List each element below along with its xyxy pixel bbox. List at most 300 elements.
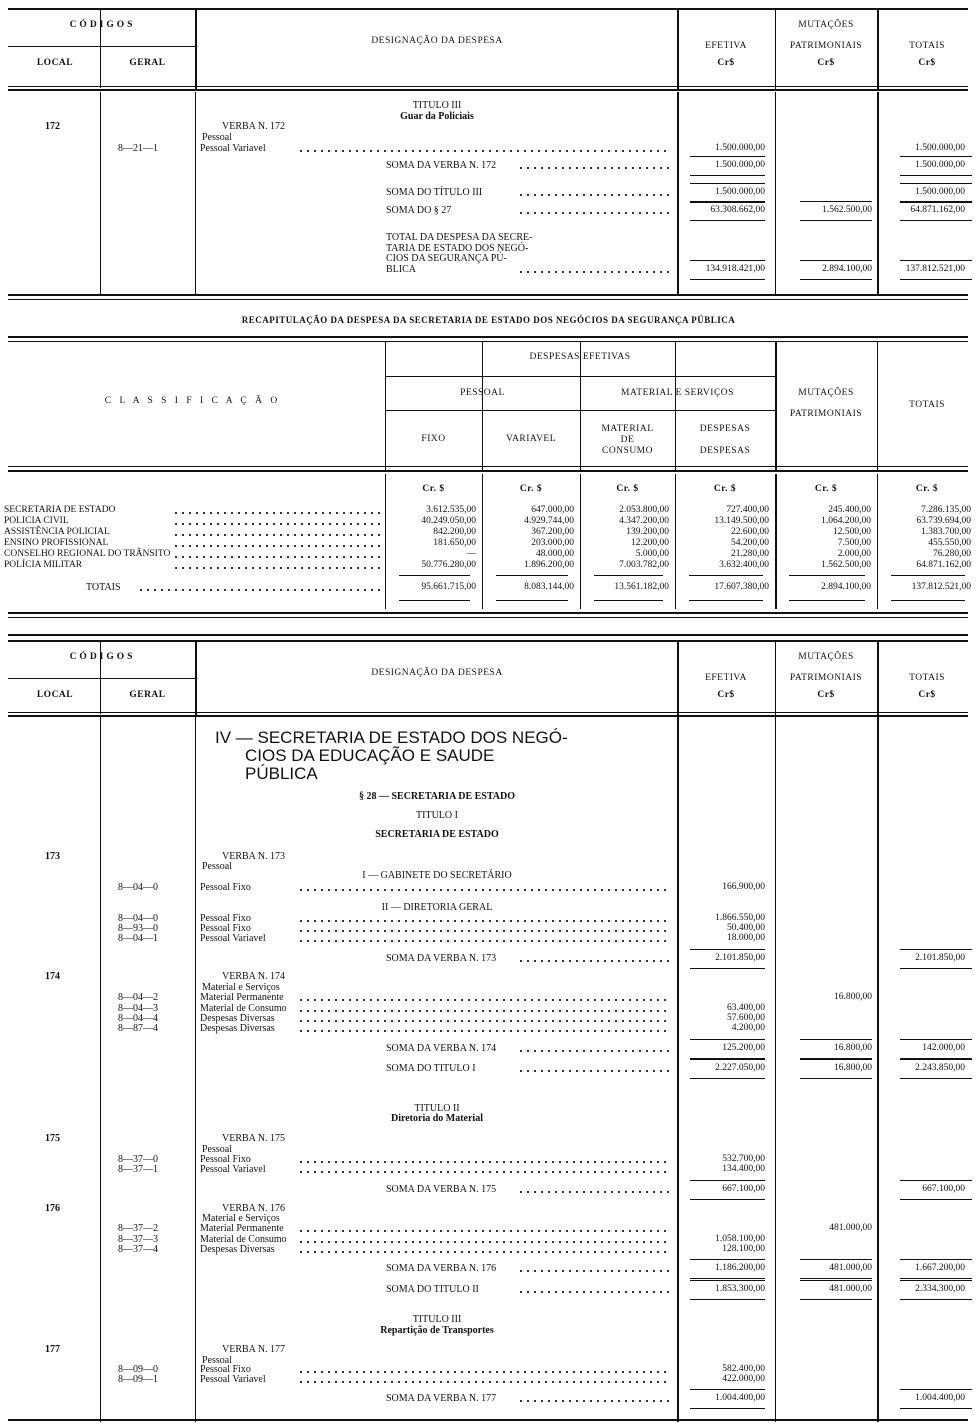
dot-leader — [300, 940, 670, 942]
rule-line — [690, 1278, 765, 1279]
local-code: 173 — [45, 851, 60, 862]
dot-leader — [300, 920, 670, 922]
geral-code: 8—04—1 — [118, 933, 158, 944]
rule-line — [891, 575, 965, 576]
recap-total-value: 2.894.100,00 — [821, 582, 871, 592]
ledger-row — [0, 902, 977, 913]
currency-label: Cr. $ — [713, 484, 737, 494]
ledger-row — [0, 1344, 977, 1355]
totais-value: 667.100,00 — [922, 1184, 965, 1194]
rule-line — [900, 949, 972, 950]
rule-line — [690, 1180, 765, 1181]
row-description: BLICA — [386, 264, 416, 275]
efetiva-header: EFETIVA — [705, 41, 747, 51]
recap-value: 7.003.782,00 — [619, 560, 669, 570]
local-code: 174 — [45, 971, 60, 982]
mutacoes-header: MUTAÇÕES — [798, 652, 854, 662]
rule-line — [8, 715, 968, 717]
dot-leader — [520, 212, 670, 214]
despesas-header-2: DESPESAS — [699, 446, 751, 456]
rule-line — [8, 294, 968, 296]
row-description: TOTAL DA DESPESA DA SECRE- — [386, 232, 533, 243]
geral-header: GERAL — [129, 58, 166, 68]
ledger-row — [0, 1023, 977, 1034]
dot-leader — [175, 512, 380, 514]
efetiva-value: 63.400,00 — [727, 1003, 765, 1013]
recap-total-value: 17.607.380,00 — [714, 582, 769, 592]
recap-row-label: ASSISTÊNCIA POLICIAL — [4, 527, 110, 537]
rule-line — [385, 376, 777, 377]
efetiva-value: 422.000,00 — [722, 1374, 765, 1384]
geral-code: 8—09—0 — [118, 1364, 158, 1375]
totals-label: TOTAIS — [86, 582, 121, 593]
local-header: LOCAL — [36, 58, 74, 68]
recap-value: 76.280,00 — [933, 549, 971, 559]
recap-value: 139.200,00 — [626, 527, 669, 537]
rule-line — [800, 260, 872, 261]
mutacoes-value: 1.562.500,00 — [822, 205, 872, 215]
designacao-header: DESIGNAÇÃO DA DESPESA — [371, 668, 503, 678]
geral-code: 8—04—0 — [118, 913, 158, 924]
row-description: Material de Consumo — [200, 1234, 287, 1245]
rule-line — [8, 617, 968, 618]
row-description: Pessoal — [202, 861, 232, 872]
row-description: TITULO III — [412, 100, 462, 111]
pessoal-header: PESSOAL — [460, 388, 505, 398]
efetiva-value: 2.101.850,00 — [715, 953, 765, 963]
dot-leader — [175, 545, 380, 547]
row-description: II — DIRETORIA GERAL — [381, 902, 493, 913]
row-description: Despesas Diversas — [200, 1244, 275, 1255]
dot-leader — [300, 930, 670, 932]
rule-line — [399, 600, 470, 601]
totais-value: 137.812.521,00 — [905, 264, 965, 274]
efetiva-value: 166.900,00 — [722, 882, 765, 892]
recap-value: 455.550,00 — [928, 538, 971, 548]
row-description: Pessoal — [202, 132, 232, 143]
rule-line — [800, 1280, 872, 1281]
row-description: SECRETARIA DE ESTADO — [375, 829, 499, 840]
ledger-row — [0, 791, 977, 802]
recap-value: 203.000,00 — [531, 538, 574, 548]
rule-line — [8, 336, 968, 338]
totais-value: 1.667.200,00 — [915, 1263, 965, 1273]
totais-value: 1.500.000,00 — [915, 187, 965, 197]
local-code: 176 — [45, 1203, 60, 1214]
efetiva-value: 134.400,00 — [722, 1164, 765, 1174]
ledger-row — [0, 1043, 977, 1054]
rule-line — [496, 600, 568, 601]
rule-line — [900, 201, 972, 202]
row-description: SOMA DA VERBA N. 172 — [386, 160, 497, 171]
dot-leader — [175, 567, 380, 569]
row-description: SOMA DO § 27 — [386, 205, 452, 216]
dot-leader — [300, 1371, 670, 1373]
efetiva-value: 1.500.000,00 — [715, 160, 765, 170]
row-description: Pessoal Fixo — [200, 1154, 251, 1165]
rule-line — [689, 575, 763, 576]
dot-leader — [175, 556, 380, 558]
ledger-row — [0, 882, 977, 893]
ledger-row — [0, 132, 977, 143]
efetiva-currency: Cr$ — [717, 58, 735, 68]
rule-line — [690, 1299, 765, 1300]
recap-value: 64.871.162,00 — [916, 560, 971, 570]
recap-value: 245.400,00 — [828, 505, 871, 515]
local-code: 175 — [45, 1133, 60, 1144]
recap-row-label: SECRETARIA DE ESTADO — [4, 505, 116, 515]
column-divider — [195, 8, 197, 90]
efetiva-value: 63.308.662,00 — [710, 205, 765, 215]
dot-leader — [300, 1161, 670, 1163]
rule-line — [690, 201, 765, 202]
row-description: SOMA DA VERBA N. 173 — [386, 953, 497, 964]
rule-line — [690, 279, 765, 280]
geral-code: 8—37—2 — [118, 1223, 158, 1234]
rule-line — [690, 260, 765, 261]
efetiva-value: 1.500.000,00 — [715, 143, 765, 153]
efetiva-value: 134.918.421,00 — [705, 264, 765, 274]
efetiva-value: 1.866.550,00 — [715, 913, 765, 923]
fixo-header: FIXO — [421, 434, 446, 444]
row-description: CIOS DA SEGURANÇA PÚ- — [386, 253, 507, 264]
rule-line — [900, 1039, 972, 1040]
recap-row — [0, 527, 977, 538]
ledger-row — [0, 1393, 977, 1404]
rule-line — [8, 470, 968, 472]
recap-value: 3.612.535,00 — [426, 505, 476, 515]
currency-label: Cr. $ — [814, 484, 838, 494]
row-description: SOMA DO TITULO II — [386, 1284, 479, 1295]
row-description: Pessoal Fixo — [200, 913, 251, 924]
recap-row — [0, 505, 977, 516]
recap-totals-row — [0, 582, 977, 593]
ledger-row — [0, 121, 977, 132]
efetiva-value: 667.100,00 — [722, 1184, 765, 1194]
mutacoes-value: 16.800,00 — [834, 1063, 872, 1073]
recap-value: 647.000,00 — [531, 505, 574, 515]
row-description: SOMA DA VERBA N. 176 — [386, 1263, 497, 1274]
rule-line — [900, 1280, 972, 1281]
ledger-row — [0, 810, 977, 821]
ledger-row — [0, 253, 977, 264]
efetiva-value: 4.200,00 — [731, 1023, 765, 1033]
geral-code: 8—87—4 — [118, 1023, 158, 1034]
recap-value: 1.896.200,00 — [524, 560, 574, 570]
recap-value: 367.200,00 — [531, 527, 574, 537]
row-description: TITULO I — [416, 810, 458, 821]
mutacoes-currency: Cr$ — [817, 690, 835, 700]
efetiva-header: EFETIVA — [705, 673, 747, 683]
dot-leader — [300, 1020, 670, 1022]
efetiva-value: 1.500.000,00 — [715, 187, 765, 197]
dot-leader — [300, 1030, 670, 1032]
dot-leader — [175, 523, 380, 525]
efetiva-value: 128.100,00 — [722, 1244, 765, 1254]
ledger-row — [0, 933, 977, 944]
dot-leader — [520, 1050, 670, 1052]
efetiva-value: 582.400,00 — [722, 1364, 765, 1374]
mutacoes-value: 2.894.100,00 — [822, 264, 872, 274]
row-description: SOMA DO TÍTULO III — [386, 187, 483, 198]
efetiva-value: 1.186.200,00 — [715, 1263, 765, 1273]
row-description: TITULO II — [414, 1103, 460, 1114]
row-description: VERBA N. 172 — [222, 121, 286, 132]
rule-line — [789, 600, 865, 601]
efetiva-value: 1.058.100,00 — [715, 1234, 765, 1244]
ledger-row — [0, 1325, 977, 1336]
rule-line — [8, 678, 195, 679]
rule-line — [900, 1199, 972, 1200]
rule-line — [900, 1278, 972, 1279]
geral-code: 8—04—3 — [118, 1003, 158, 1014]
ledger-row — [0, 1244, 977, 1255]
rule-line — [8, 299, 968, 300]
dot-leader — [300, 1381, 670, 1383]
ledger-row — [0, 992, 977, 1003]
rule-line — [800, 1078, 872, 1079]
recap-value: 12.200,00 — [631, 538, 669, 548]
mutacoes-value: 481.000,00 — [829, 1284, 872, 1294]
dot-leader — [300, 889, 670, 891]
recap-total-value: 137.812.521,00 — [911, 582, 971, 592]
rule-line — [891, 600, 965, 601]
rule-line — [8, 612, 968, 614]
rule-line — [690, 1389, 765, 1390]
mutacoes-value: 481.000,00 — [829, 1263, 872, 1273]
rule-line — [900, 1408, 972, 1409]
rule-line — [8, 1419, 968, 1421]
recap-value: 48.000,00 — [536, 549, 574, 559]
patrimoniais-header: PATRIMONIAIS — [789, 673, 863, 683]
rule-line — [690, 1199, 765, 1200]
ledger-row — [0, 1263, 977, 1274]
recap-value: 63.739.694,00 — [916, 516, 971, 526]
codigos-header: CÓDIGOS — [69, 652, 136, 662]
currency-label: Cr. $ — [616, 484, 639, 494]
despesas-efetivas-header: DESPESAS EFETIVAS — [529, 352, 631, 362]
efetiva-value: 532.700,00 — [722, 1154, 765, 1164]
rule-line — [900, 183, 972, 184]
ledger-row — [0, 953, 977, 964]
material-consumo-header: CONSUMO — [601, 446, 653, 456]
currency-label: Cr. $ — [422, 484, 445, 494]
rule-line — [800, 279, 872, 280]
recap-value: 13.149.500,00 — [714, 516, 769, 526]
recap-value: 2.000,00 — [837, 549, 871, 559]
mutacoes-value: 481.000,00 — [829, 1223, 872, 1233]
totais-currency: Cr$ — [918, 58, 936, 68]
recap-value: 1.562.500,00 — [821, 560, 871, 570]
rule-line — [690, 968, 765, 969]
recap-row — [0, 538, 977, 549]
ledger-row — [0, 1374, 977, 1385]
geral-code: 8—04—2 — [118, 992, 158, 1003]
rule-line — [690, 220, 765, 221]
rule-line — [900, 175, 972, 176]
rule-line — [900, 1389, 972, 1390]
row-description: VERBA N. 173 — [222, 851, 286, 862]
ledger-row — [0, 100, 977, 111]
recap-value: 842.200,00 — [433, 527, 476, 537]
geral-code: 8—37—0 — [118, 1154, 158, 1165]
totais-value: 64.871.162,00 — [910, 205, 965, 215]
patrimoniais-header: PATRIMONIAIS — [789, 409, 863, 419]
recap-total-value: 8.083.144,00 — [524, 582, 574, 592]
rule-line — [8, 341, 968, 342]
rule-line — [594, 575, 663, 576]
row-description: SOMA DA VERBA N. 174 — [386, 1043, 497, 1054]
geral-code: 8—04—4 — [118, 1013, 158, 1024]
ledger-row — [0, 829, 977, 840]
rule-line — [8, 640, 968, 642]
efetiva-value: 50.400,00 — [727, 923, 765, 933]
rule-line — [690, 949, 765, 950]
rule-line — [900, 156, 972, 157]
rule-line — [900, 220, 972, 221]
recap-value: 4.347.200,00 — [619, 516, 669, 526]
dot-leader — [175, 534, 380, 536]
patrimoniais-header: PATRIMONIAIS — [789, 41, 863, 51]
recap-row-label: POLÍCIA MILITAR — [4, 560, 83, 570]
rule-line — [8, 634, 968, 636]
row-description: § 28 — SECRETARIA DE ESTADO — [358, 791, 516, 802]
rule-line — [900, 1059, 972, 1060]
rule-line — [789, 575, 865, 576]
row-description: Pessoal — [202, 1144, 232, 1155]
rule-line — [8, 466, 968, 467]
rule-line — [8, 712, 968, 713]
dot-leader — [300, 1171, 670, 1173]
dot-leader — [300, 150, 670, 152]
rule-line — [496, 575, 568, 576]
rule-line — [689, 600, 763, 601]
geral-code: 8—37—4 — [118, 1244, 158, 1255]
recap-row-label: POLICIA CIVIL — [4, 516, 69, 526]
row-description: I — GABINETE DO SECRETÁRIO — [362, 870, 512, 881]
recap-value: 40.249.050,00 — [421, 516, 476, 526]
local-header: LOCAL — [36, 690, 74, 700]
rule-line — [900, 260, 972, 261]
recap-value: 7.286.135,00 — [921, 505, 971, 515]
section-heading: PÚBLICA — [245, 764, 318, 783]
efetiva-value: 1.853.300,00 — [715, 1284, 765, 1294]
geral-code: 8—93—0 — [118, 923, 158, 934]
rule-line — [690, 1408, 765, 1409]
dot-leader — [520, 1070, 670, 1072]
dot-leader — [520, 271, 670, 273]
row-description: VERBA N. 175 — [222, 1133, 286, 1144]
ledger-row — [0, 1133, 977, 1144]
local-code: 177 — [45, 1344, 60, 1355]
row-description: Repartição de Transportes — [380, 1325, 494, 1336]
rule-line — [690, 183, 765, 184]
geral-header: GERAL — [129, 690, 166, 700]
dot-leader — [300, 1230, 670, 1232]
recap-row — [0, 560, 977, 571]
rule-line — [690, 1280, 765, 1281]
currency-label: Cr. $ — [915, 484, 939, 494]
rule-line — [690, 1259, 765, 1260]
recap-row — [0, 549, 977, 560]
geral-code: 8—37—3 — [118, 1234, 158, 1245]
rule-line — [800, 220, 872, 221]
ledger-row — [0, 187, 977, 198]
rule-line — [690, 1059, 765, 1060]
row-description: VERBA N. 174 — [222, 971, 286, 982]
dot-leader — [520, 1191, 670, 1193]
rule-line — [690, 175, 765, 176]
ledger-row — [0, 1164, 977, 1175]
totais-value: 2.101.850,00 — [915, 953, 965, 963]
recap-value: 1.064.200,00 — [821, 516, 871, 526]
efetiva-value: 57.600,00 — [727, 1013, 765, 1023]
recap-value: 22.600,00 — [731, 527, 769, 537]
recap-value: 3.632.400,00 — [719, 560, 769, 570]
recap-row — [0, 516, 977, 527]
ledger-row — [0, 1184, 977, 1195]
efetiva-value: 1.004.400,00 — [715, 1393, 765, 1403]
recap-value: 2.053.800,00 — [619, 505, 669, 515]
dot-leader — [520, 1291, 670, 1293]
ledger-row — [0, 1284, 977, 1295]
rule-line — [800, 1299, 872, 1300]
efetiva-value: 18.000,00 — [727, 933, 765, 943]
row-description: TITULO III — [412, 1314, 462, 1325]
rule-line — [8, 86, 968, 87]
section-heading: IV — SECRETARIA DE ESTADO DOS NEGÓ- — [215, 728, 568, 747]
row-description: SOMA DA VERBA N. 175 — [386, 1184, 497, 1195]
mutacoes-currency: Cr$ — [817, 58, 835, 68]
efetiva-value: 2.227.050,00 — [715, 1063, 765, 1073]
totais-currency: Cr$ — [918, 690, 936, 700]
recap-value: — — [466, 549, 476, 559]
column-divider — [775, 341, 777, 471]
rule-line — [900, 1299, 972, 1300]
ledger-row — [0, 971, 977, 982]
totais-header: TOTAIS — [909, 400, 945, 410]
dot-leader — [520, 960, 670, 962]
row-description: SOMA DO TITULO I — [386, 1063, 476, 1074]
totais-value: 1.004.400,00 — [915, 1393, 965, 1403]
recap-row-label: CONSELHO REGIONAL DO TRÂNSITO — [4, 549, 171, 559]
rule-line — [800, 1259, 872, 1260]
designacao-header: DESIGNAÇÃO DA DESPESA — [371, 36, 503, 46]
material-servicos-header: MATERIAL E SERVIÇOS — [621, 388, 734, 398]
geral-code: 8—09—1 — [118, 1374, 158, 1385]
mutacoes-value: 16.800,00 — [834, 1043, 872, 1053]
dot-leader — [140, 589, 380, 591]
rule-line — [800, 1039, 872, 1040]
dot-leader — [300, 1010, 670, 1012]
codigos-header: CÓDIGOS — [69, 20, 136, 30]
totais-header: TOTAIS — [909, 673, 945, 683]
ledger-row — [0, 1113, 977, 1124]
ledger-row — [0, 205, 977, 216]
recap-value: 7.500,00 — [837, 538, 871, 548]
column-divider — [195, 640, 197, 716]
dot-leader — [300, 1241, 670, 1243]
row-description: Guar da Policiais — [400, 111, 474, 122]
rule-line — [900, 1180, 972, 1181]
row-description: Pessoal Variavel — [200, 1164, 266, 1175]
geral-code: 8—04—0 — [118, 882, 158, 893]
rule-line — [385, 410, 777, 411]
rule-line — [900, 279, 972, 280]
dot-leader — [520, 1270, 670, 1272]
recap-title: RECAPITULAÇÃO DA DESPESA DA SECRETARIA DE ESTADO DOS NEGÓCIOS DA SEGURANÇA PÚBLICA — [241, 315, 736, 325]
rule-line — [8, 89, 968, 91]
